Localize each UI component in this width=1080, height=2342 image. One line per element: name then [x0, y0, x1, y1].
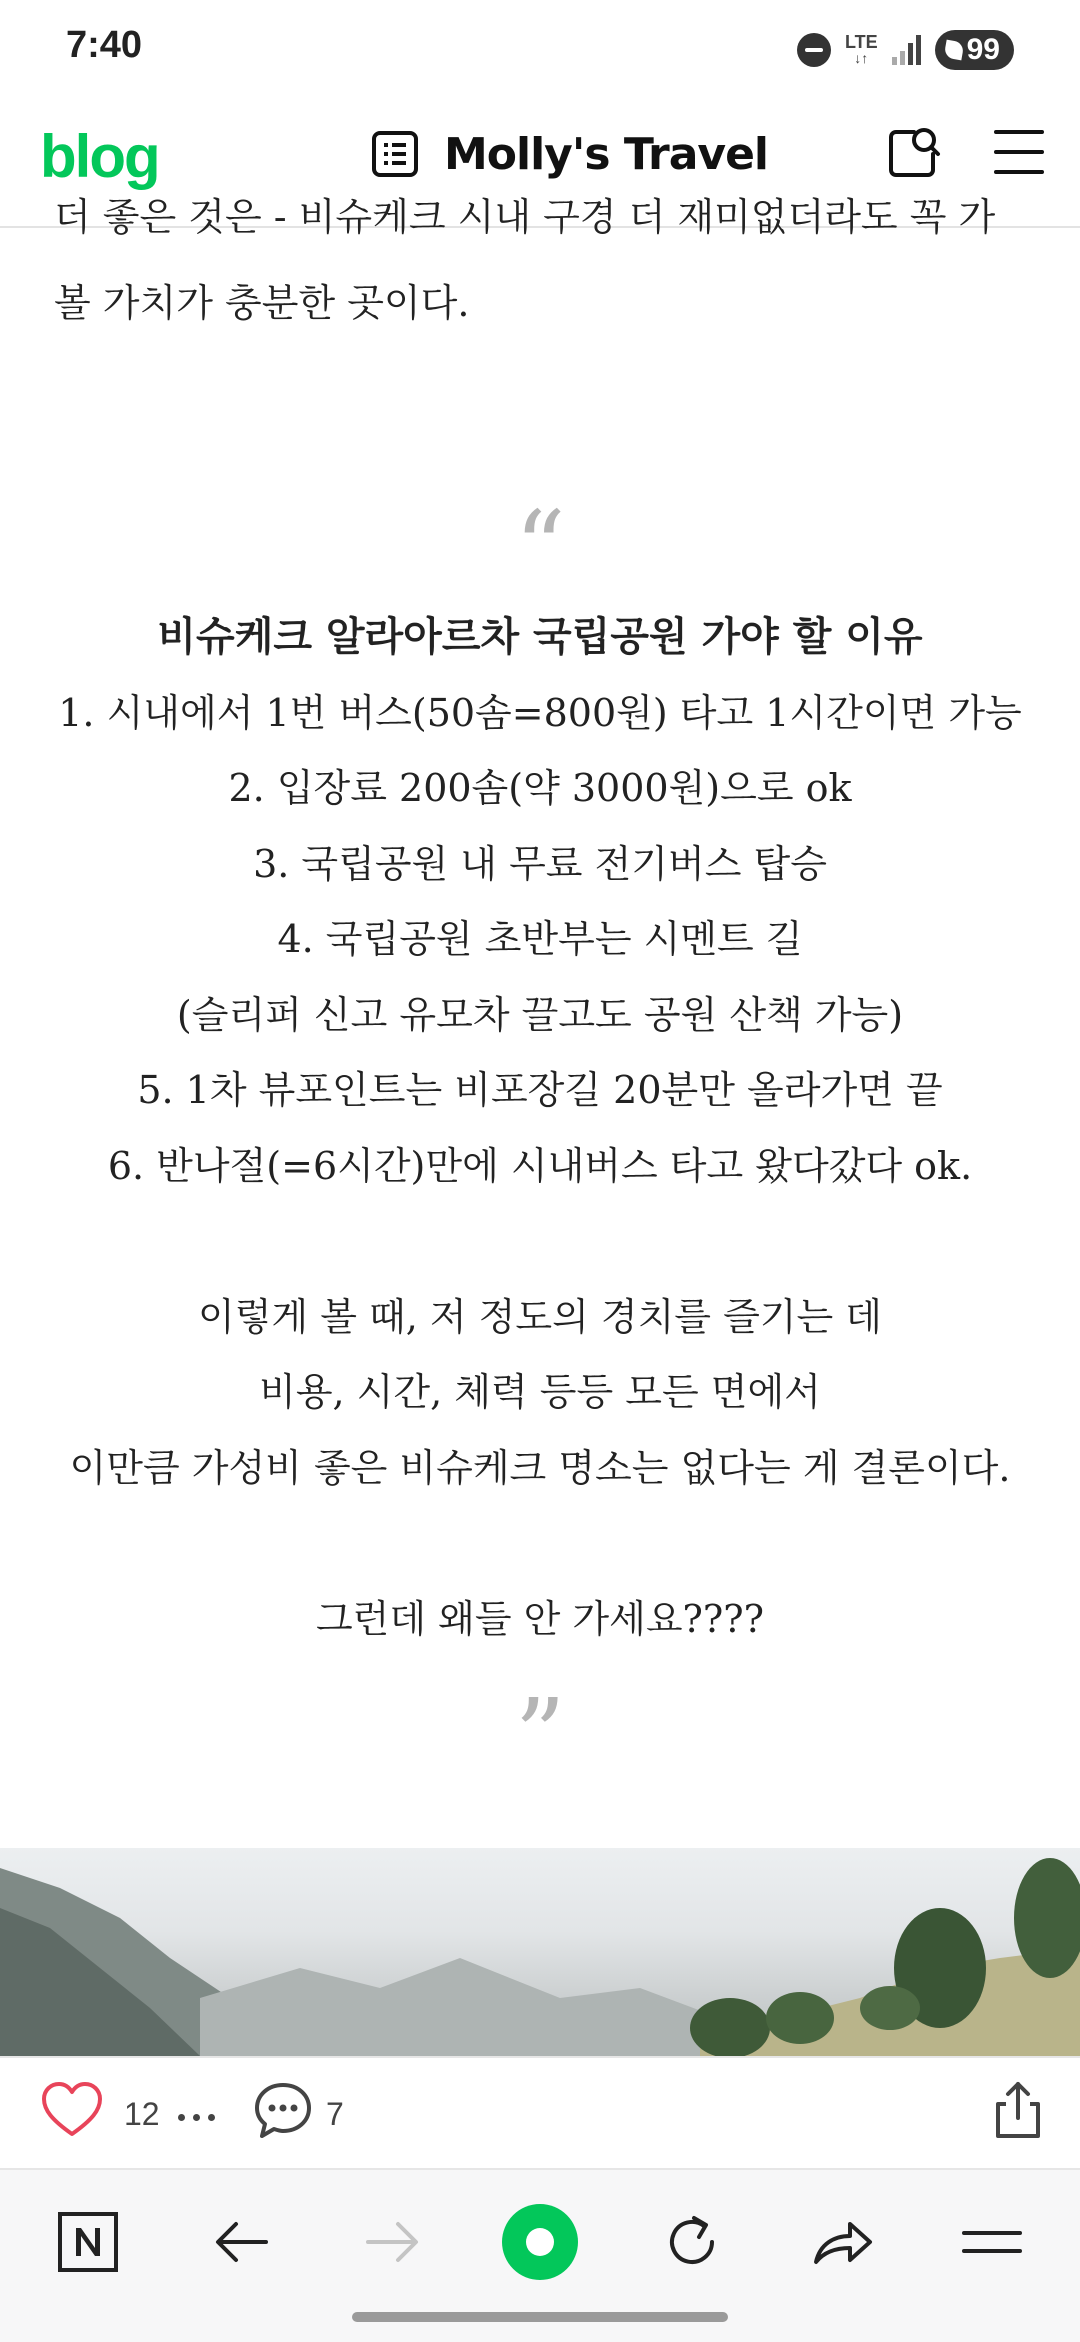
menu-icon[interactable]: [994, 130, 1044, 174]
quote-close-icon: ”: [514, 1677, 566, 1794]
comment-count: 7: [326, 2096, 344, 2132]
closing-question: 그런데 왜들 안 가세요????: [315, 1596, 765, 1641]
conclusion-line: 비용, 시간, 체력 등등 모든 면에서: [259, 1370, 821, 1414]
status-icons: [797, 28, 1014, 72]
comment-icon[interactable]: [252, 2080, 314, 2142]
lte-icon: [845, 34, 878, 66]
blog-title[interactable]: Molly's Travel: [444, 128, 769, 180]
blog-logo[interactable]: blog: [40, 123, 159, 190]
signal-icon: [892, 35, 921, 65]
list-icon[interactable]: [372, 131, 418, 177]
more-options-icon[interactable]: [178, 2114, 215, 2121]
blog-title-group[interactable]: [372, 122, 768, 186]
reason-item: 1. 시내에서 1번 버스(50솜=800원) 타고 1시간이면 가능: [58, 690, 1022, 735]
conclusion-line: 이렇게 볼 때, 저 정도의 경치를 즐기는 데: [198, 1294, 882, 1339]
back-arrow-icon[interactable]: [202, 2202, 282, 2282]
reason-item: 6. 반나절(=6시간)만에 시내버스 타고 왔다갔다 ok.: [107, 1143, 973, 1188]
post-action-bar: [0, 2056, 1080, 2170]
quote-title: 비슈케크 알라아르차 국립공원 가야 할 이유: [157, 614, 923, 660]
battery-indicator: [935, 30, 1014, 70]
share-arrow-icon[interactable]: [802, 2202, 882, 2282]
reason-item: 5. 1차 뷰포인트는 비포장길 20분만 올라가면 끝: [137, 1068, 943, 1112]
data-arrows-icon: ↓↑: [854, 50, 869, 66]
green-dot-icon[interactable]: [500, 2202, 580, 2282]
refresh-icon[interactable]: [652, 2202, 732, 2282]
reason-item: (슬리퍼 신고 유모차 끌고도 공원 산책 가능): [176, 992, 904, 1037]
battery-level: 99: [966, 33, 1000, 66]
status-time: 7:40: [66, 24, 143, 66]
like-count: 12: [124, 2096, 160, 2132]
lte-label: LTE: [844, 32, 878, 52]
mountain-landscape-image: [0, 1848, 1080, 2056]
reason-item: 3. 국립공원 내 무료 전기버스 탑승: [253, 841, 827, 886]
do-not-disturb-icon: [797, 33, 831, 67]
quote-open-icon: “: [514, 489, 566, 606]
status-bar: [0, 0, 1080, 100]
naver-home-icon[interactable]: [48, 2202, 128, 2282]
partial-text-line: 더 좋은 것은 - 비슈케크 시내 구경 더 재미없더라도 꼭 가: [54, 195, 996, 239]
browser-menu-icon[interactable]: [952, 2202, 1032, 2282]
conclusion-line: 이만큼 가성비 좋은 비슈케크 명소는 없다는 게 결론이다.: [69, 1445, 1011, 1490]
forward-arrow-icon[interactable]: [352, 2202, 432, 2282]
battery-leaf-icon: [943, 40, 964, 61]
reason-item: 4. 국립공원 초반부는 시멘트 길: [277, 917, 803, 961]
paragraph-line: 볼 가치가 충분한 곳이다.: [54, 281, 470, 325]
heart-icon[interactable]: [40, 2080, 104, 2140]
article-photo[interactable]: [0, 1848, 1080, 2056]
reason-item: 2. 입장료 200솜(약 3000원)으로 ok: [228, 766, 852, 810]
home-indicator[interactable]: [352, 2312, 728, 2322]
search-icon[interactable]: [884, 124, 942, 182]
quote-block: [0, 600, 1080, 1657]
share-icon[interactable]: [990, 2080, 1046, 2140]
